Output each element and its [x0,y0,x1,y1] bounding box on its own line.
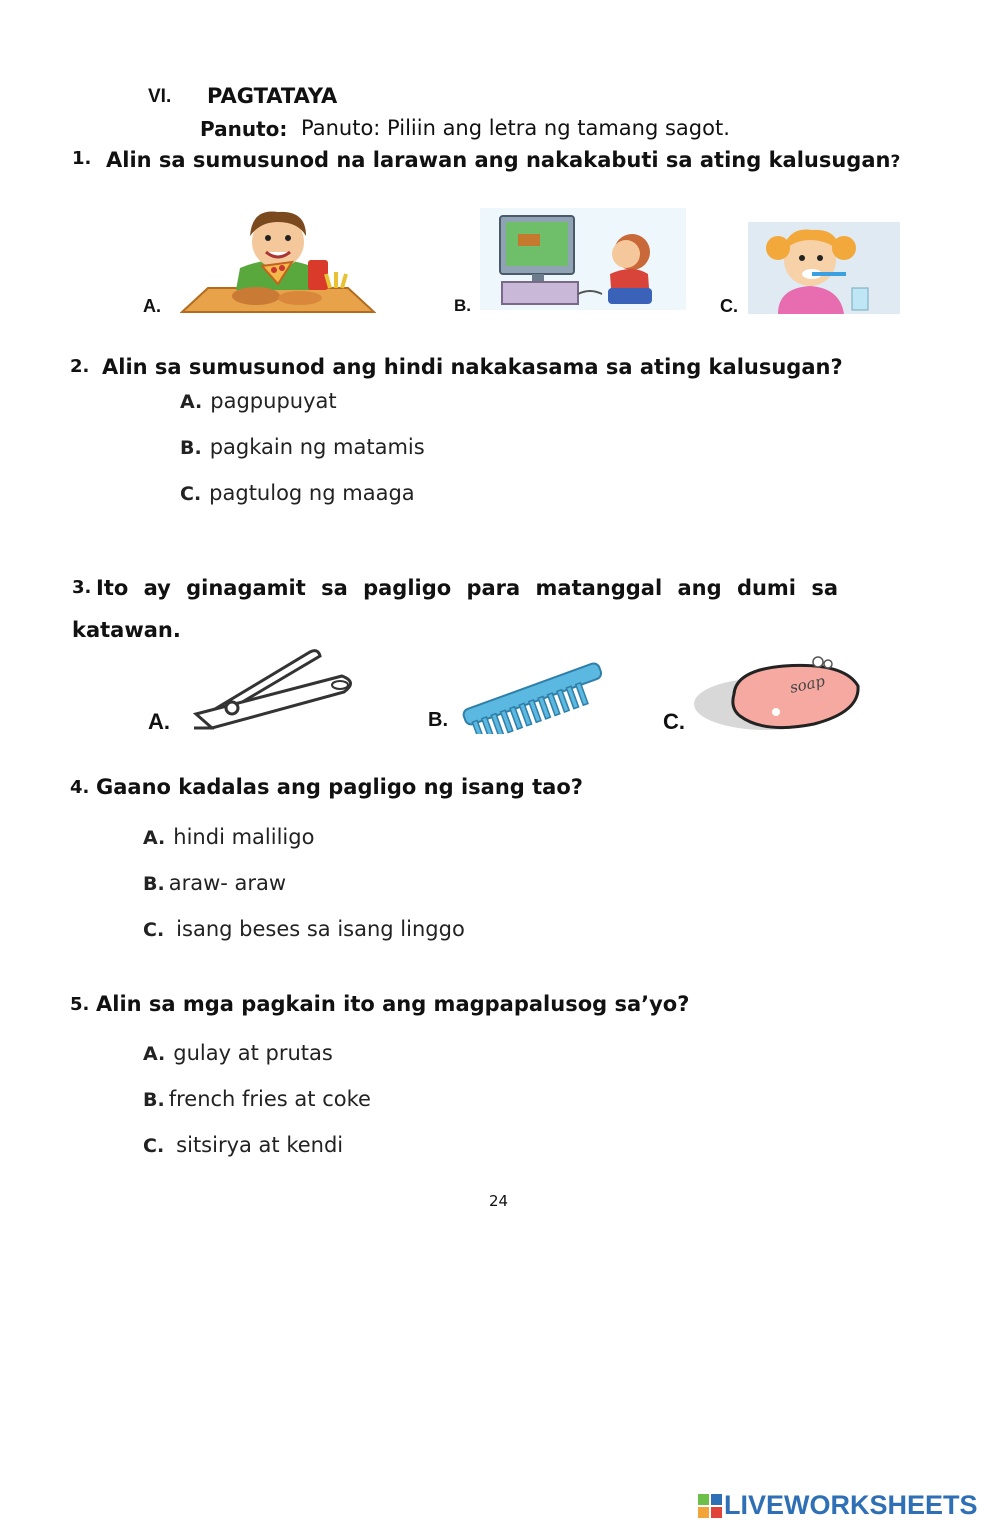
soap-text: soap [788,671,827,697]
instruction-label: Panuto: [200,117,288,141]
instruction-text: Panuto: Piliin ang letra ng tamang sagot. [301,116,730,140]
question-4-text: Gaano kadalas ang pagligo ng isang tao? [96,775,583,799]
section-number: VI. [148,86,172,107]
nail-clipper-image[interactable] [192,648,362,734]
q1-option-b-letter[interactable]: B. [454,296,471,315]
q4-option-c[interactable]: C. isang beses sa isang linggo [143,917,465,941]
q3-option-c-letter[interactable]: C. [663,709,685,734]
section-title: PAGTATAYA [207,84,338,108]
q4-option-b[interactable]: B. araw- araw [143,871,287,895]
question-2-text: Alin sa sumusunod ang hindi nakakasama sa ating kalusugan? [102,355,843,379]
liveworksheets-logo-icon [698,1494,722,1518]
q2-option-c[interactable]: C. pagtulog ng maaga [180,481,415,505]
question-1-number: 1. [72,148,92,169]
q1-option-c-letter[interactable]: C. [720,296,738,316]
comb-image[interactable] [456,652,608,734]
question-3-number: 3. [72,577,92,598]
q5-option-a[interactable]: A. gulay at prutas [143,1041,333,1065]
question-3-text-line2: katawan. [72,618,181,642]
watermark-text: LIVEWORKSHEETS [724,1490,978,1520]
q5-option-b[interactable]: B. french fries at coke [143,1087,371,1111]
q4-option-a[interactable]: A. hindi maliligo [143,825,315,849]
question-2-number: 2. [70,356,90,377]
child-playing-video-games-image[interactable] [480,208,686,310]
girl-brushing-teeth-image[interactable] [748,222,900,314]
q1-option-a-letter[interactable]: A. [143,296,161,316]
q3-option-a-letter[interactable]: A. [148,709,170,734]
question-4-number: 4. [70,777,90,798]
liveworksheets-watermark [698,1490,978,1521]
boy-eating-junk-food-image[interactable] [180,208,376,314]
soap-image[interactable] [694,654,864,736]
q2-option-a[interactable]: A. pagpupuyat [180,389,337,413]
q3-option-b-letter[interactable]: B. [428,709,448,731]
q2-option-b[interactable]: B. pagkain ng matamis [180,435,425,459]
question-1-text: Alin sa sumusunod na larawan ang nakakabuti sa ating kalusugan? [106,148,901,172]
page-number: 24 [489,1192,509,1210]
question-3-text-line1: Ito ay ginagamit sa pagligo para matanggal ang dumi sa [96,576,838,600]
q5-option-c[interactable]: C. sitsirya at kendi [143,1133,344,1157]
question-5-number: 5. [70,994,90,1015]
question-5-text: Alin sa mga pagkain ito ang magpapalusog sa’yo? [96,992,690,1016]
